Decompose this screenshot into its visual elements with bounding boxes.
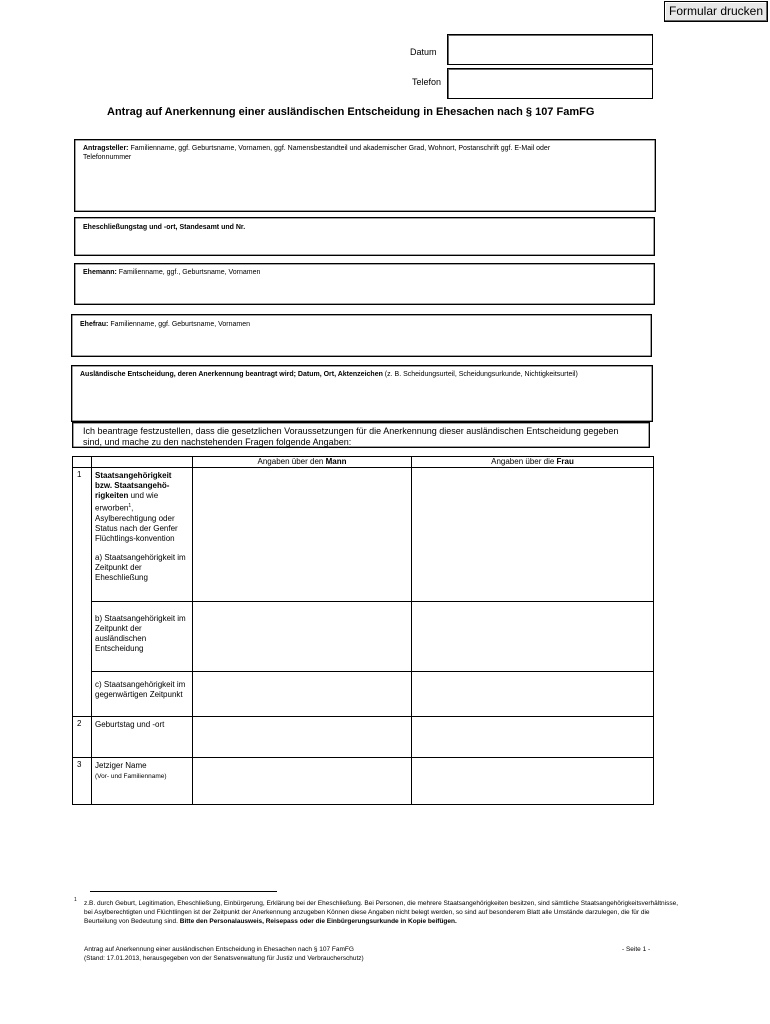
row2-mann-field[interactable] — [193, 717, 412, 758]
row2-number: 2 — [73, 717, 92, 758]
datum-field[interactable] — [447, 34, 653, 65]
row1c-frau-field[interactable] — [412, 672, 654, 717]
ehefrau-field[interactable] — [71, 314, 652, 357]
telefon-label: Telefon — [412, 77, 442, 87]
row3-frau-field[interactable] — [412, 758, 654, 805]
table-row — [73, 468, 654, 602]
page-number: - Seite 1 - — [622, 946, 651, 953]
row3-label: Jetziger Name (Vor- und Familienname) — [92, 758, 193, 805]
row1c-label: c) Staatsangehörigkeit im gegenwärtigen Zeitpunkt — [92, 672, 193, 717]
page-title: Antrag auf Anerkennung einer ausländischen Entscheidung in Ehesachen nach § 107 FamFG — [107, 106, 595, 118]
header-question — [92, 457, 193, 468]
table-row — [73, 672, 654, 717]
footnote-divider — [90, 891, 277, 892]
eheschliessung-field[interactable] — [74, 217, 655, 256]
table-header-row — [73, 457, 654, 468]
header-frau: Angaben über die Frau — [412, 457, 654, 468]
row1-number: 1 — [73, 468, 92, 717]
row1a-frau-field[interactable] — [412, 468, 654, 602]
entscheidung-field[interactable] — [71, 365, 653, 422]
row1b-label: b) Staatsangehörigkeit im Zeitpunkt der ausländischen Entscheidung — [92, 602, 193, 672]
ehefrau-label: Ehefrau: Familienname, ggf. Geburtsname, Vornamen — [80, 321, 251, 328]
entscheidung-label: Ausländische Entscheidung, deren Anerkennung beantragt wird; Datum, Ort, Aktenzeichen (z. B. Scheidungsurteil, Scheidungsurkunde, Nichtigkeitsurteil) — [80, 371, 578, 378]
row1c-mann-field[interactable] — [193, 672, 412, 717]
antragsteller-label: Antragsteller: Familienname, ggf. Geburtsname, Vornamen, ggf. Namensbestandteil und akademischer Grad, Wohnort, Postanschrift ggf. E-Mail oder Telefonnummer — [83, 145, 551, 161]
details-table — [72, 456, 654, 805]
ehemann-label: Ehemann: Familienname, ggf., Geburtsname, Vornamen — [83, 269, 261, 276]
ehemann-field[interactable] — [74, 263, 655, 305]
intro-statement: Ich beantrage festzustellen, dass die gesetzlichen Voraussetzungen für die Anerkennung dieser ausländischen Entscheidung gegeben sind, und mache zu den nachstehenden Fragen folgende Angaben: — [72, 422, 650, 448]
table-row — [73, 758, 654, 805]
footnote-text: z.B. durch Geburt, Legitimation, Eheschließung, Einbürgerung, Erklärung bei der Eheschließung. Bei Personen, die mehrere Staatsangehörigkeiten besitzen, sind sämtliche Staatsangehörigkeitsverhältnisse, bei Asylberechtigten und Flüchtlingen ist der Zeitpunkt der Anerkennung anzugeben Können diese Angaben nicht belegt werden, so sind auf besonderem Blatt alle Umstände darzulegen, die für die Beurteilung von Bedeutung sind. Bitte den Personalausweis, Reisepass oder die Einbürgerungsurkunde in Kopie beifügen. — [84, 900, 679, 925]
row1a-mann-field[interactable] — [193, 468, 412, 602]
header-num — [73, 457, 92, 468]
row3-mann-field[interactable] — [193, 758, 412, 805]
row1b-mann-field[interactable] — [193, 602, 412, 672]
eheschliessung-label: Eheschließungstag und -ort, Standesamt und Nr. — [83, 224, 246, 231]
row1-label: Staatsangehörigkeit bzw. Staatsangehö-rigkeiten und wie erworben$^1$, Asylberechtigung oder Status nach der Genfer Flüchtlings-konvention a) Staatsangehörigkeit im Zeitpunkt der Eheschließung — [92, 468, 193, 602]
print-form-button[interactable]: Formular drucken — [664, 1, 768, 22]
antragsteller-field[interactable] — [74, 139, 656, 212]
table-row — [73, 602, 654, 672]
datum-label: Datum — [410, 47, 437, 57]
telefon-field[interactable] — [447, 68, 653, 99]
row3-number: 3 — [73, 758, 92, 805]
table-row — [73, 717, 654, 758]
row2-frau-field[interactable] — [412, 717, 654, 758]
row1a-label: a) Staatsangehörigkeit im Zeitpunkt der Eheschließung — [95, 552, 186, 582]
page-footer: Antrag auf Anerkennung einer ausländischen Entscheidung in Ehesachen nach § 107 FamFG (Stand: 17.01.2013, herausgegeben von der Senatsverwaltung für Justiz und Verbraucherschutz) — [84, 946, 364, 962]
row1b-frau-field[interactable] — [412, 602, 654, 672]
header-mann: Angaben über den Mann — [193, 457, 412, 468]
footnote-mark: 1 — [74, 897, 77, 903]
row2-label: Geburtstag und -ort — [92, 717, 193, 758]
